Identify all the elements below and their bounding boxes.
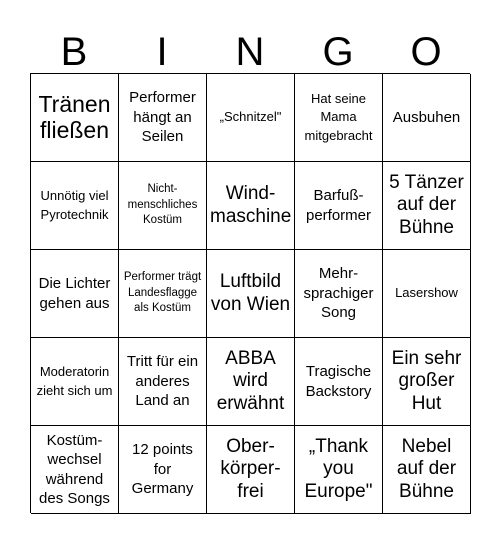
cell-text: Die Lichter gehen aus bbox=[38, 275, 111, 312]
bingo-cell[interactable] bbox=[119, 250, 207, 338]
bingo-cell[interactable] bbox=[295, 250, 383, 338]
header-letter-g: G bbox=[322, 30, 354, 74]
bingo-cell[interactable] bbox=[383, 426, 471, 514]
bingo-cell[interactable] bbox=[295, 426, 383, 514]
bingo-cell[interactable] bbox=[31, 74, 119, 162]
bingo-cell[interactable] bbox=[207, 250, 295, 338]
bingo-cell[interactable] bbox=[383, 162, 471, 250]
bingo-cell[interactable] bbox=[383, 338, 471, 426]
cell-text: 12 points for Germany bbox=[131, 441, 194, 498]
cell-text: Unnötig viel Pyrotechnik bbox=[40, 188, 109, 222]
bingo-cell[interactable] bbox=[207, 426, 295, 514]
bingo-cell[interactable] bbox=[207, 74, 295, 162]
header-letter-i: I bbox=[156, 30, 168, 74]
bingo-cell[interactable] bbox=[295, 74, 383, 162]
bingo-cell[interactable] bbox=[31, 250, 119, 338]
bingo-cell[interactable] bbox=[119, 426, 207, 514]
header-letter-n: N bbox=[235, 30, 265, 74]
cell-text: Ober-körper-frei bbox=[220, 435, 281, 502]
cell-text: Moderatorin zieht sich um bbox=[36, 364, 113, 398]
cell-text: ABBA wird erwähnt bbox=[216, 347, 285, 414]
bingo-cell[interactable] bbox=[31, 426, 119, 514]
bingo-cell[interactable] bbox=[119, 162, 207, 250]
cell-text: Performer hängt an Seilen bbox=[129, 89, 196, 146]
cell-text: Tragische Backstory bbox=[305, 363, 372, 400]
cell-text: Nebel auf der Bühne bbox=[396, 435, 457, 502]
cell-text: Performer trägt Landesflagge als Kostüm bbox=[123, 271, 202, 315]
cell-text: Tritt für ein anderes Land an bbox=[126, 353, 199, 410]
cell-text: 5 Tänzer auf der Bühne bbox=[389, 171, 464, 238]
cell-text: Ein sehr großer Hut bbox=[391, 347, 462, 414]
bingo-cell[interactable] bbox=[119, 338, 207, 426]
bingo-header bbox=[30, 28, 470, 76]
cell-text: Hat seine Mama mitgebracht bbox=[304, 91, 373, 143]
cell-text: „Schnitzel" bbox=[219, 109, 282, 125]
cell-text: Tränen fließen bbox=[38, 90, 111, 143]
cell-text: Luftbild von Wien bbox=[210, 271, 291, 315]
bingo-cell[interactable] bbox=[383, 74, 471, 162]
bingo-cell[interactable] bbox=[295, 162, 383, 250]
cell-text: Ausbuhen bbox=[392, 108, 461, 126]
header-letter-b: B bbox=[60, 30, 88, 74]
bingo-cell[interactable] bbox=[119, 74, 207, 162]
cell-text: Mehr-sprachiger Song bbox=[303, 265, 374, 322]
bingo-cell[interactable] bbox=[383, 250, 471, 338]
header-letter-o: O bbox=[410, 30, 442, 74]
cell-text: Nicht-menschliches Kostüm bbox=[127, 183, 198, 227]
cell-text: Barfuß-performer bbox=[305, 187, 372, 224]
bingo-cell[interactable] bbox=[31, 162, 119, 250]
bingo-cell[interactable] bbox=[31, 338, 119, 426]
cell-text: Lasershow bbox=[395, 285, 458, 301]
bingo-card bbox=[30, 73, 470, 513]
bingo-cell[interactable] bbox=[207, 162, 295, 250]
cell-text: Wind-maschine bbox=[210, 183, 292, 227]
bingo-cell[interactable] bbox=[295, 338, 383, 426]
cell-text: „Thank you Europe" bbox=[304, 435, 373, 502]
cell-text: Kostüm-wechsel während des Songs bbox=[39, 431, 110, 507]
bingo-cell[interactable] bbox=[207, 338, 295, 426]
